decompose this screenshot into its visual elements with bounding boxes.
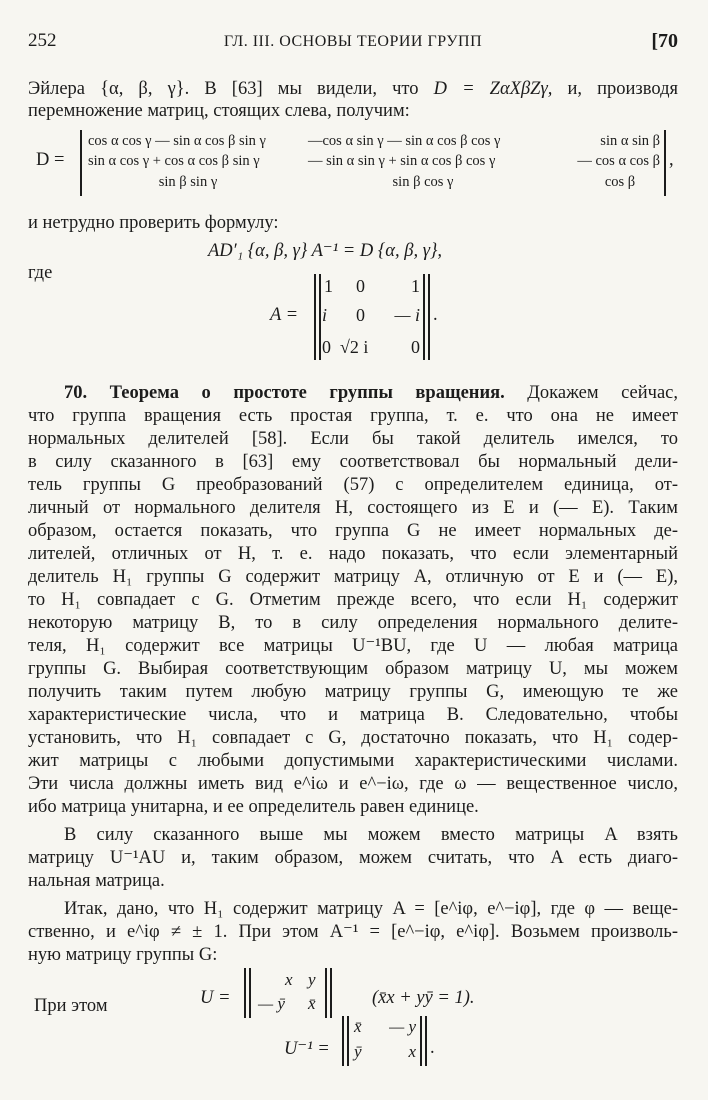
matrix-a-label: A = [270,305,299,325]
para3-line: ную матрицу группы G: [28,945,218,965]
section-line: группы G. Выбирая соответствующим образом матрицу U, мы можем [28,659,678,679]
para3-line: ственно, и e^iφ ≠ ± 1. При этом A⁻¹ = [e^−iφ, e^iφ]. Возьмем произволь- [28,922,678,942]
section-line: делитель H₁ группы G содержит матрицу A, отличную от E и (— E), [28,567,678,587]
matrix-d-cell: sin α cos γ + cos α cos β sin γ [88,153,260,169]
matrix-a-cell: 1 [411,276,420,296]
check-line: и нетрудно проверить формулу: [28,213,279,233]
section-line-0 [64,382,678,404]
matrix-u-cell: x [285,970,293,989]
section-line: в силу сказанного в [63] ему соответствовал бы нормальный дели- [28,452,678,472]
page-header [28,30,678,60]
section-text: Докажем сейчас, [527,383,678,403]
where-word: где [28,263,53,283]
section-line: нормальных делителей [58]. Если бы такой делитель имелся, то [28,429,678,449]
matrix-d-left-bar [80,130,82,196]
matrix-d-cell: — sin α sin γ + sin α cos β cos γ [308,153,496,169]
matrix-d-cell: —cos α sin γ — sin α cos β cos γ [308,133,501,149]
matrix-a-cell: 0 [356,276,365,296]
matrix-a-cell: √2 i [340,337,369,357]
section-line: Эти числа должны иметь вид e^iω и e^−iω, где ω — вещественное число, [28,774,678,794]
matrix-uinv-left-bar-2 [347,1016,349,1066]
matrix-uinv-right-bar [420,1016,422,1066]
section-line: что группа вращения есть простая группа, т. е. что она не имеет [28,406,678,426]
section-heading: 70. Теорема о простоте группы вращения. [64,383,505,403]
check-formula: AD′₁ {α, β, γ} A⁻¹ = D {α, β, γ}, [208,241,443,261]
matrix-a-cell: 0 [411,337,420,357]
matrix-d-right-bar [664,130,666,196]
matrix-d-label: D = [36,150,65,170]
matrix-uinv-right-bar-2 [425,1016,427,1066]
section-line: установить, что H₁ совпадает с G, достаточно показать, что H₁ содер- [28,728,678,748]
matrix-d-cell: cos α cos γ — sin α cos β sin γ [88,133,266,149]
matrix-a-left-bar-2 [319,274,321,360]
section-line: получить таким путем любую матрицу группы G, имеющую те же [28,682,678,702]
matrix-a-cell: — i [394,305,420,325]
section-line: то H₁ совпадает с G. Отметим прежде всего, что если H₁ содержит [28,590,678,610]
matrix-uinv-left-bar [342,1016,344,1066]
matrix-a-trailing: . [433,305,438,325]
matrix-d-trailing: , [669,150,674,170]
matrix-uinv-cell: x̄ [354,1017,362,1036]
matrix-uinv-cell: x [408,1042,416,1061]
at-this-line: При этом [34,996,108,1016]
matrix-d-cell: sin β cos γ [392,174,454,190]
intro-line-2: перемножение матриц, стоящих слева, получим: [28,101,410,121]
matrix-a-cell: 1 [324,276,333,296]
matrix-d-cell: sin β sin γ [158,174,218,190]
matrix-d-cell: — cos α cos β [577,153,660,169]
matrix-a-cell: i [322,305,328,325]
matrix-a-cell: 0 [322,337,331,357]
matrix-a-right-bar [423,274,425,360]
chapter-title: ГЛ. III. ОСНОВЫ ТЕОРИИ ГРУПП [223,33,483,50]
page-number: 252 [28,30,57,51]
matrix-uinv-cell: — y [389,1017,416,1036]
matrix-u-condition: (x̄x + yȳ = 1). [372,988,475,1008]
matrix-uinv-label: U⁻¹ = [284,1039,330,1059]
intro-line-1 [28,78,678,100]
intro-text-b: и, производя [567,79,678,99]
section-line: образом, остается показать, что группа G не имеет нормальных де- [28,521,678,541]
section-line: некоторую матрицу B, то в силу определения нормального делите- [28,613,678,633]
matrix-a-right-bar-2 [428,274,430,360]
matrix-d-cell: cos β [604,174,636,190]
section-line: жит матрицы с любыми допустимыми характеристическими числами. [28,751,678,771]
para3-line: Итак, дано, что H₁ содержит матрицу A = [e^iφ, e^−iφ], где φ — веще- [64,899,678,919]
intro-text-a: Эйлера {α, β, γ}. В [63] мы видели, что [28,79,419,99]
section-line: ибо матрица унитарна, и ее определитель равен единице. [28,797,479,817]
matrix-d-cell: sin α sin β [600,133,660,149]
section-line: тель группы G преобразований (57) с определителем единица, от- [28,475,678,495]
intro-formula: D = ZαXβZγ, [433,79,553,99]
section-line: лителей, отличных от H, т. е. надо показать, что если элементарный [28,544,678,564]
matrix-a-cell: 0 [356,305,365,325]
matrix-u-label: U = [200,988,231,1008]
para2-line: матрицу U⁻¹AU и, таким образом, можем считать, что A есть диаго- [28,848,678,868]
matrix-u-cell: — ȳ [258,994,285,1013]
matrix-uinv-trailing: . [430,1038,435,1058]
section-line: теля, H₁ содержит все матрицы U⁻¹BU, где U — любая матрица [28,636,678,656]
para2-line: нальная матрица. [28,871,165,891]
matrix-a-left-bar [314,274,316,360]
matrix-uinv-cell: ȳ [354,1042,362,1061]
matrix-u-cell: y [308,970,316,989]
section-line: характеристические числа, что и матрица B. Следовательно, чтобы [28,705,678,725]
matrix-u-cell: x̄ [308,994,316,1013]
section-line: личный от нормального делителя H, состоящего из E и (— E). Таким [28,498,678,518]
section-number: [70 [651,30,678,52]
para2-line: В силу сказанного выше мы можем вместо матрицы A взять [64,825,678,845]
